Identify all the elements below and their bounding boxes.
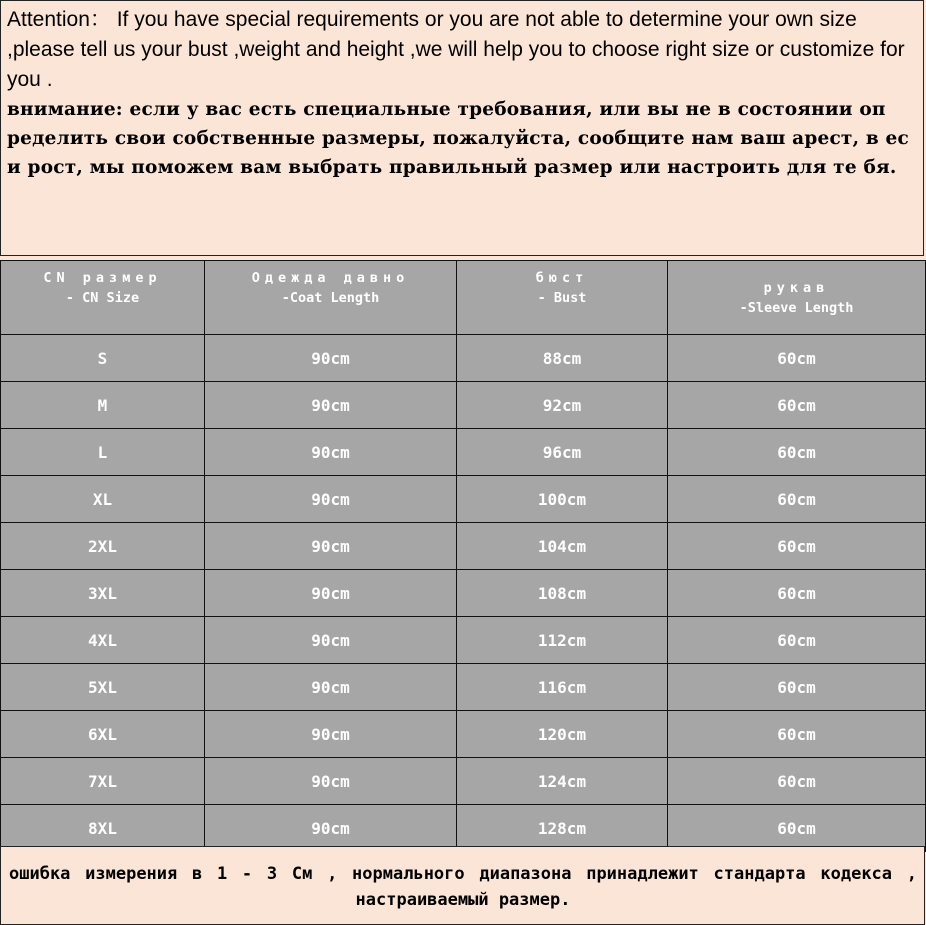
header-coat-ru: Одежда давно <box>251 270 410 286</box>
cell-sleeve: 60cm <box>668 711 926 758</box>
header-bust-en: - Bust <box>537 290 587 306</box>
cell-size: 7XL <box>1 758 205 805</box>
notice-english: Attention： If you have special requirements or you are not able to determine your own size ,please tell us your bust ,weight and height ,we will help you to choose right size or customize for you . <box>7 8 905 91</box>
cell-coat-length: 90cm <box>205 805 457 852</box>
cell-size: XL <box>1 476 205 523</box>
notice-russian: внимание: если у вас есть специальные требования, или вы не в состоянии оп ределить свои собственные размеры, пожалуйста, сообщите нам ваш арест, в ес и рост, мы поможем вам выбрать правильный размер или настроить для те бя. <box>7 99 909 178</box>
cell-coat-length: 90cm <box>205 382 457 429</box>
cell-size: 2XL <box>1 523 205 570</box>
header-bust-ru: бюст <box>535 270 589 286</box>
cell-coat-length: 90cm <box>205 617 457 664</box>
table-row <box>1 476 926 523</box>
cell-bust: 116cm <box>457 664 668 711</box>
cell-size: 5XL <box>1 664 205 711</box>
table-row <box>1 664 926 711</box>
footer-note: ошибка измерения в 1 - 3 См , нормального диапазона принадлежит стандарта кодекса , настраиваемый размер. <box>9 864 917 910</box>
cell-coat-length: 90cm <box>205 758 457 805</box>
cell-size: M <box>1 382 205 429</box>
size-table <box>0 260 926 852</box>
cell-coat-length: 90cm <box>205 429 457 476</box>
cell-sleeve: 60cm <box>668 335 926 382</box>
cell-bust: 108cm <box>457 570 668 617</box>
cell-bust: 96cm <box>457 429 668 476</box>
notice-box <box>0 0 924 256</box>
header-sleeve-en: -Sleeve Length <box>739 299 854 316</box>
cell-bust: 112cm <box>457 617 668 664</box>
table-row <box>1 711 926 758</box>
cell-bust: 88cm <box>457 335 668 382</box>
cell-coat-length: 90cm <box>205 570 457 617</box>
cell-bust: 104cm <box>457 523 668 570</box>
cell-coat-length: 90cm <box>205 711 457 758</box>
table-row <box>1 382 926 429</box>
cell-coat-length: 90cm <box>205 664 457 711</box>
header-size-ru: CN размер <box>43 270 162 286</box>
cell-sleeve: 60cm <box>668 523 926 570</box>
cell-size: 4XL <box>1 617 205 664</box>
header-sleeve <box>668 261 926 335</box>
cell-size: 6XL <box>1 711 205 758</box>
header-bust <box>457 261 668 335</box>
table-header-row <box>1 261 926 335</box>
header-size-en: - CN Size <box>65 290 140 306</box>
table-row <box>1 570 926 617</box>
cell-bust: 92cm <box>457 382 668 429</box>
cell-coat-length: 90cm <box>205 335 457 382</box>
header-sleeve-ru: рукав <box>763 279 830 296</box>
cell-size: 3XL <box>1 570 205 617</box>
cell-bust: 124cm <box>457 758 668 805</box>
footer-box <box>0 846 925 925</box>
cell-sleeve: 60cm <box>668 382 926 429</box>
cell-sleeve: 60cm <box>668 805 926 852</box>
cell-sleeve: 60cm <box>668 617 926 664</box>
cell-bust: 120cm <box>457 711 668 758</box>
cell-size: L <box>1 429 205 476</box>
cell-size: 8XL <box>1 805 205 852</box>
cell-sleeve: 60cm <box>668 429 926 476</box>
cell-coat-length: 90cm <box>205 523 457 570</box>
cell-bust: 128cm <box>457 805 668 852</box>
table-row <box>1 429 926 476</box>
table-row <box>1 335 926 382</box>
cell-sleeve: 60cm <box>668 570 926 617</box>
header-size <box>1 261 205 335</box>
table-row <box>1 758 926 805</box>
cell-size: S <box>1 335 205 382</box>
cell-sleeve: 60cm <box>668 664 926 711</box>
cell-sleeve: 60cm <box>668 476 926 523</box>
table-row <box>1 805 926 852</box>
cell-sleeve: 60cm <box>668 758 926 805</box>
header-coat-length <box>205 261 457 335</box>
table-row <box>1 523 926 570</box>
cell-bust: 100cm <box>457 476 668 523</box>
cell-coat-length: 90cm <box>205 476 457 523</box>
header-coat-en: -Coat Length <box>281 290 380 306</box>
table-row <box>1 617 926 664</box>
